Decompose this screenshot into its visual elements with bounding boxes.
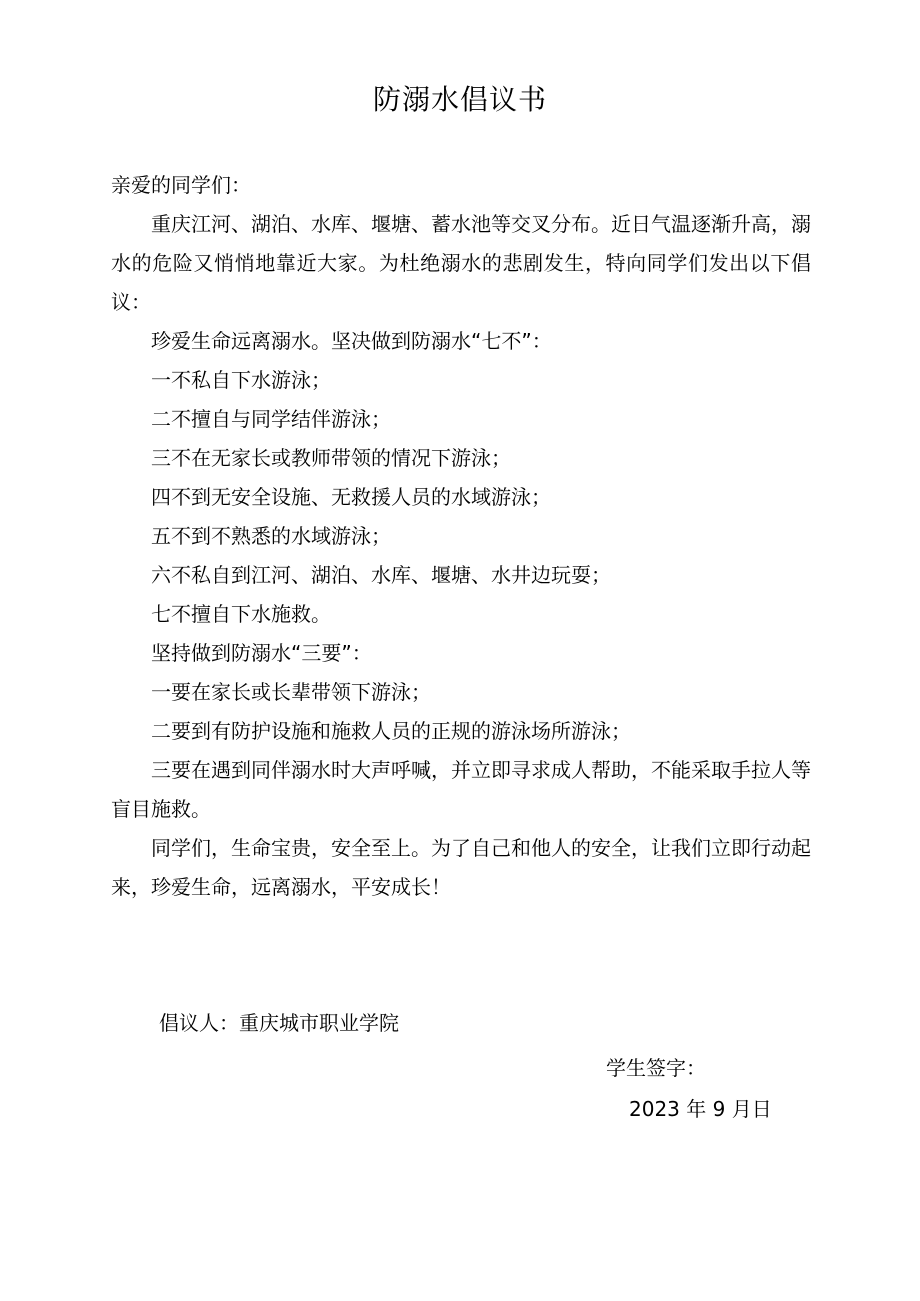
rule-item: 二不擅自与同学结伴游泳； <box>151 407 391 431</box>
rule-item: 三不在无家长或教师带领的情况下游泳； <box>151 446 511 470</box>
document-title: 防溺水倡议书 <box>372 83 547 116</box>
rule-item: 六不私自到江河、湖泊、水库、堰塘、水井边玩耍； <box>151 563 611 587</box>
paragraph-intro: 重庆江河、湖泊、水库、堰塘、蓄水池等交叉分布。近日气温逐渐升高，溺水的危险又悄悄地靠近大家。为杜绝溺水的悲剧发生，特向同学们发出以下倡议： <box>111 212 811 314</box>
rule-item: 一要在家长或长辈带领下游泳； <box>151 680 431 704</box>
student-signature-label: 学生签字： <box>606 1056 706 1080</box>
document-body <box>111 166 811 907</box>
paragraph-seven-nots-heading: 珍爱生命远离溺水。坚决做到防溺水“七不”： <box>151 329 552 353</box>
rule-item: 四不到无安全设施、无救援人员的水域游泳； <box>151 485 551 509</box>
paragraph-three-musts-heading: 坚持做到防溺水“三要”： <box>151 641 372 665</box>
rule-item: 三要在遇到同伴溺水时大声呼喊，并立即寻求成人帮助，不能采取手拉人等盲目施救。 <box>111 758 811 821</box>
initiator-line: 倡议人：重庆城市职业学院 <box>159 1011 399 1035</box>
rule-item: 七不擅自下水施救。 <box>151 602 331 626</box>
document-date: 2023 年 9 月日 <box>629 1097 772 1121</box>
paragraph-closing: 同学们，生命宝贵，安全至上。为了自己和他人的安全，让我们立即行动起来，珍爱生命，远离溺水，平安成长！ <box>111 836 811 899</box>
rule-item: 二要到有防护设施和施救人员的正规的游泳场所游泳； <box>151 719 631 743</box>
salutation: 亲爱的同学们： <box>111 173 251 197</box>
rule-item: 五不到不熟悉的水域游泳； <box>151 524 391 548</box>
rule-item: 一不私自下水游泳； <box>151 368 331 392</box>
